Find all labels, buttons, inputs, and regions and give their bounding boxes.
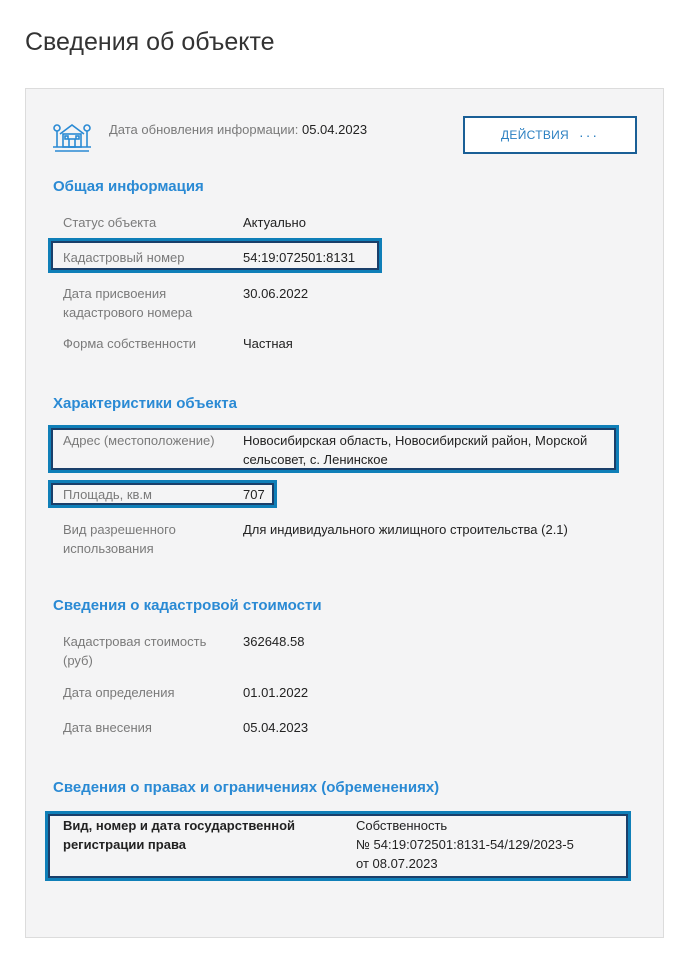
more-dots-icon: ···	[579, 127, 600, 143]
rights-date: от 08.07.2023	[356, 856, 438, 871]
object-info-card	[25, 88, 664, 938]
cadastral-number-label: Кадастровый номер	[63, 250, 185, 265]
house-icon	[52, 118, 92, 154]
permitted-use-label: Вид разрешенного использования	[63, 522, 176, 556]
status-label: Статус объекта	[63, 215, 157, 230]
page-title: Сведения об объекте	[25, 28, 275, 56]
update-date: 05.04.2023	[301, 122, 368, 137]
entry-date-label: Дата внесения	[63, 720, 152, 735]
actions-button[interactable]	[463, 116, 637, 154]
update-info	[109, 122, 367, 137]
assignment-date-label: Дата присвоения кадастрового номера	[63, 286, 193, 320]
cadastral-value-value: 362648.58	[243, 634, 305, 649]
area-value: 707	[243, 487, 265, 502]
section-characteristics-title: Характеристики объекта	[53, 395, 237, 412]
cadastral-value-label: Кадастровая стоимость (руб)	[63, 634, 207, 668]
rights-registration-value	[356, 816, 616, 873]
rights-number: № 54:19:072501:8131-54/129/2023-5	[356, 837, 574, 852]
status-value: Актуально	[243, 215, 306, 230]
permitted-use-value: Для индивидуального жилищного строительства (2.1)	[243, 522, 568, 537]
address-value: Новосибирская область, Новосибирский район, Морской сельсовет, с. Ленинское	[243, 433, 588, 467]
update-label: Дата обновления информации:	[109, 122, 299, 137]
cadastral-number-value: 54:19:072501:8131	[243, 250, 356, 265]
section-rights-title: Сведения о правах и ограничениях (обременениях)	[53, 779, 440, 796]
determination-date-value: 01.01.2022	[243, 685, 309, 700]
entry-date-value: 05.04.2023	[243, 720, 309, 735]
area-label: Площадь, кв.м	[63, 487, 152, 502]
actions-label: ДЕЙСТВИЯ	[500, 128, 570, 142]
assignment-date-value: 30.06.2022	[243, 286, 309, 301]
rights-type: Собственность	[356, 818, 448, 833]
section-general-title: Общая информация	[53, 178, 204, 195]
section-cadastral-value-title: Сведения о кадастровой стоимости	[53, 597, 322, 614]
determination-date-label: Дата определения	[63, 685, 175, 700]
address-label: Адрес (местоположение)	[63, 433, 215, 448]
ownership-form-value: Частная	[243, 336, 293, 351]
ownership-form-label: Форма собственности	[63, 336, 197, 351]
rights-registration-label: Вид, номер и дата государственной регистрации права	[63, 818, 296, 852]
